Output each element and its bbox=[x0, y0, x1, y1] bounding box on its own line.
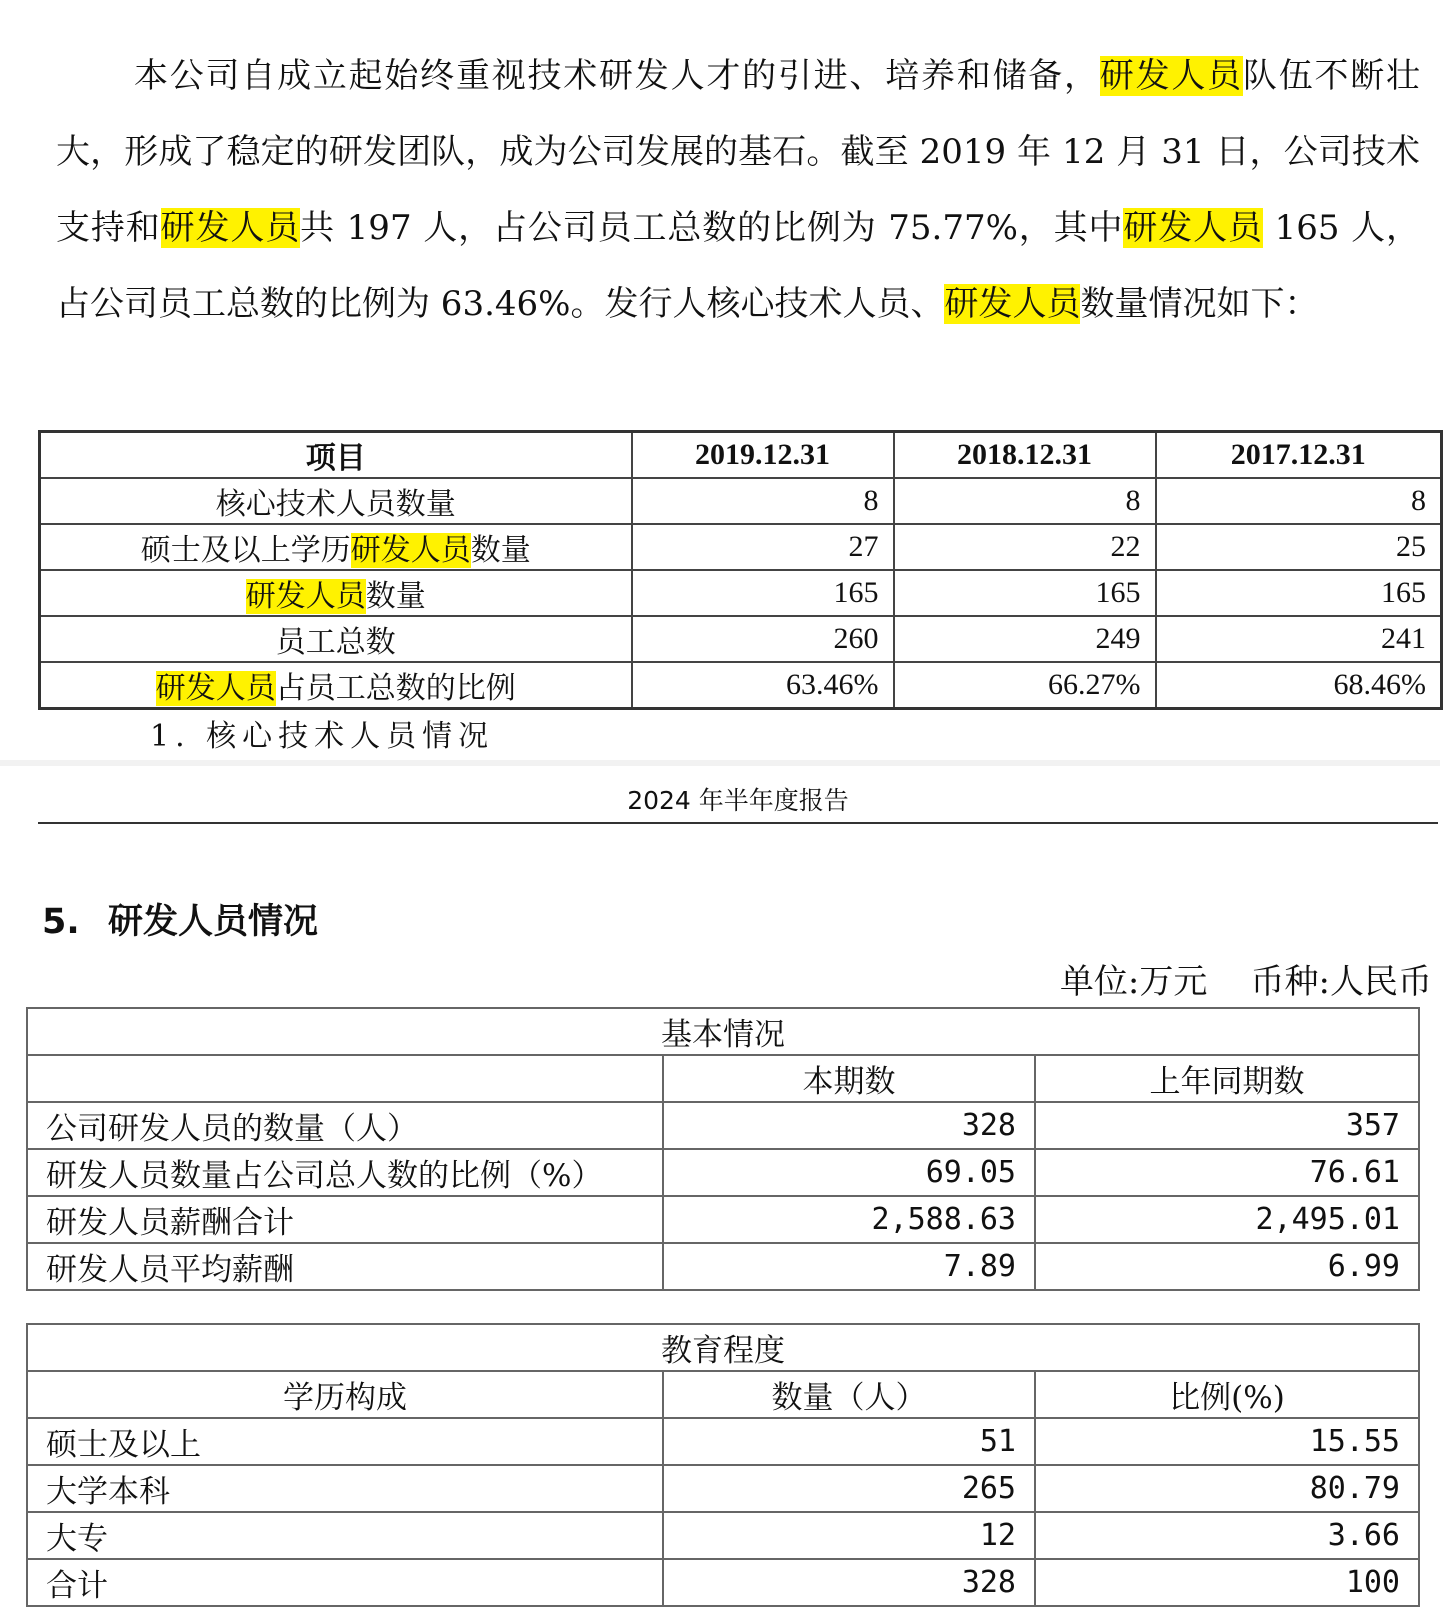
row-label: 公司研发人员的数量（人） bbox=[27, 1102, 663, 1149]
paragraph-text: 本公司自成立起始终重视技术研发人才的引进、培养和储备， bbox=[134, 56, 1100, 96]
label-text: 核心技术人员数量 bbox=[215, 487, 456, 522]
cell-value: 100 bbox=[1035, 1559, 1419, 1606]
cell-value: 15.55 bbox=[1035, 1418, 1419, 1465]
header-2017: 2017.12.31 bbox=[1156, 432, 1442, 479]
row-label: 大学本科 bbox=[27, 1465, 663, 1512]
table-header-row bbox=[27, 1371, 1419, 1418]
table-row bbox=[27, 1149, 1419, 1196]
header-blank bbox=[27, 1055, 663, 1102]
header-degree: 学历构成 bbox=[27, 1371, 663, 1418]
cell-value: 265 bbox=[663, 1465, 1035, 1512]
header-current: 本期数 bbox=[663, 1055, 1035, 1102]
cell-value: 69.05 bbox=[663, 1149, 1035, 1196]
table-caption: 教育程度 bbox=[27, 1324, 1419, 1371]
table-row bbox=[27, 1102, 1419, 1149]
unit-currency-note: 单位:万元 币种:人民币 bbox=[1059, 962, 1432, 1002]
cell-value: 8 bbox=[1156, 478, 1442, 524]
excerpt-divider bbox=[0, 760, 1440, 766]
table-row bbox=[27, 1512, 1419, 1559]
cell-value: 7.89 bbox=[663, 1243, 1035, 1290]
header-2018: 2018.12.31 bbox=[894, 432, 1156, 479]
clipped-next-line bbox=[150, 719, 510, 754]
label-text: 占员工总数的比例 bbox=[275, 671, 516, 706]
highlighted-term: 研发人员 bbox=[155, 671, 276, 706]
table-caption: 基本情况 bbox=[27, 1008, 1419, 1055]
highlighted-term: 研发人员 bbox=[944, 284, 1081, 324]
table-caption-row bbox=[27, 1008, 1419, 1055]
section-title bbox=[42, 900, 318, 944]
row-label: 研发人员数量占公司总人数的比例（%） bbox=[27, 1149, 663, 1196]
cell-value: 328 bbox=[663, 1559, 1035, 1606]
table-header-row bbox=[40, 432, 1442, 479]
header-rule bbox=[38, 822, 1438, 824]
cell-value: 249 bbox=[894, 616, 1156, 662]
row-label bbox=[40, 616, 632, 662]
cell-value: 6.99 bbox=[1035, 1243, 1419, 1290]
cell-value: 2,588.63 bbox=[663, 1196, 1035, 1243]
row-label bbox=[40, 478, 632, 524]
row-label bbox=[40, 570, 632, 616]
header-count: 数量（人） bbox=[663, 1371, 1035, 1418]
highlighted-term: 研发人员 bbox=[1099, 56, 1243, 96]
table-header-row bbox=[27, 1055, 1419, 1102]
label-text: 数量 bbox=[470, 533, 531, 568]
table-row bbox=[40, 570, 1442, 616]
cell-value: 3.66 bbox=[1035, 1512, 1419, 1559]
row-label bbox=[40, 662, 632, 709]
cell-value: 165 bbox=[632, 570, 894, 616]
header-2019: 2019.12.31 bbox=[632, 432, 894, 479]
paragraph-text: 165 人，占公司员工总数的比例为 63.46%。发行人核心技术人员、 bbox=[56, 208, 1421, 324]
cell-value: 76.61 bbox=[1035, 1149, 1419, 1196]
table-row bbox=[27, 1243, 1419, 1290]
cell-value: 357 bbox=[1035, 1102, 1419, 1149]
row-label: 硕士及以上 bbox=[27, 1418, 663, 1465]
cell-value: 12 bbox=[663, 1512, 1035, 1559]
rd-staff-table bbox=[38, 430, 1443, 710]
cell-value: 51 bbox=[663, 1418, 1035, 1465]
section-number: 5. bbox=[42, 902, 80, 942]
table-row bbox=[40, 524, 1442, 570]
row-label bbox=[40, 524, 632, 570]
cell-value: 80.79 bbox=[1035, 1465, 1419, 1512]
table-caption-row bbox=[27, 1324, 1419, 1371]
header-ratio: 比例(%) bbox=[1035, 1371, 1419, 1418]
highlighted-term: 研发人员 bbox=[1123, 208, 1263, 248]
table-row bbox=[27, 1465, 1419, 1512]
cell-value: 8 bbox=[894, 478, 1156, 524]
paragraph-text: 队伍不断壮大，形成了稳定的研发团队，成为公司发展的基石。截至 2019 年 12 月 31 日，公司技术支持和 bbox=[56, 56, 1421, 248]
intro-paragraph bbox=[56, 38, 1420, 342]
cell-value: 27 bbox=[632, 524, 894, 570]
highlighted-term: 研发人员 bbox=[350, 533, 471, 568]
cell-value: 8 bbox=[632, 478, 894, 524]
cell-value: 68.46% bbox=[1156, 662, 1442, 709]
paragraph-text: 数量情况如下： bbox=[1080, 284, 1319, 324]
cell-value: 260 bbox=[632, 616, 894, 662]
highlighted-term: 研发人员 bbox=[245, 579, 366, 614]
table-row bbox=[40, 662, 1442, 709]
clipped-text: 1. 核心技术人员情况 bbox=[150, 719, 495, 754]
table-row bbox=[27, 1196, 1419, 1243]
cell-value: 22 bbox=[894, 524, 1156, 570]
cell-value: 63.46% bbox=[632, 662, 894, 709]
education-table bbox=[26, 1323, 1420, 1607]
header-item: 项目 bbox=[40, 432, 632, 479]
table-row bbox=[40, 478, 1442, 524]
cell-value: 25 bbox=[1156, 524, 1442, 570]
report-header: 2024 年半年度报告 bbox=[627, 786, 849, 815]
section-title-text: 研发人员情况 bbox=[108, 902, 319, 942]
table-row bbox=[27, 1559, 1419, 1606]
cell-value: 241 bbox=[1156, 616, 1442, 662]
cell-value: 328 bbox=[663, 1102, 1035, 1149]
basic-info-table bbox=[26, 1007, 1420, 1291]
header-prior: 上年同期数 bbox=[1035, 1055, 1419, 1102]
table-row bbox=[40, 616, 1442, 662]
cell-value: 165 bbox=[1156, 570, 1442, 616]
cell-value: 66.27% bbox=[894, 662, 1156, 709]
cell-value: 2,495.01 bbox=[1035, 1196, 1419, 1243]
table-row bbox=[27, 1418, 1419, 1465]
paragraph-text: 共 197 人，占公司员工总数的比例为 75.77%，其中 bbox=[300, 208, 1124, 248]
row-label: 研发人员薪酬合计 bbox=[27, 1196, 663, 1243]
label-text: 数量 bbox=[365, 579, 426, 614]
row-label: 合计 bbox=[27, 1559, 663, 1606]
row-label: 研发人员平均薪酬 bbox=[27, 1243, 663, 1290]
row-label: 大专 bbox=[27, 1512, 663, 1559]
label-text: 硕士及以上学历 bbox=[140, 533, 351, 568]
highlighted-term: 研发人员 bbox=[160, 208, 301, 248]
cell-value: 165 bbox=[894, 570, 1156, 616]
label-text: 员工总数 bbox=[275, 625, 396, 660]
